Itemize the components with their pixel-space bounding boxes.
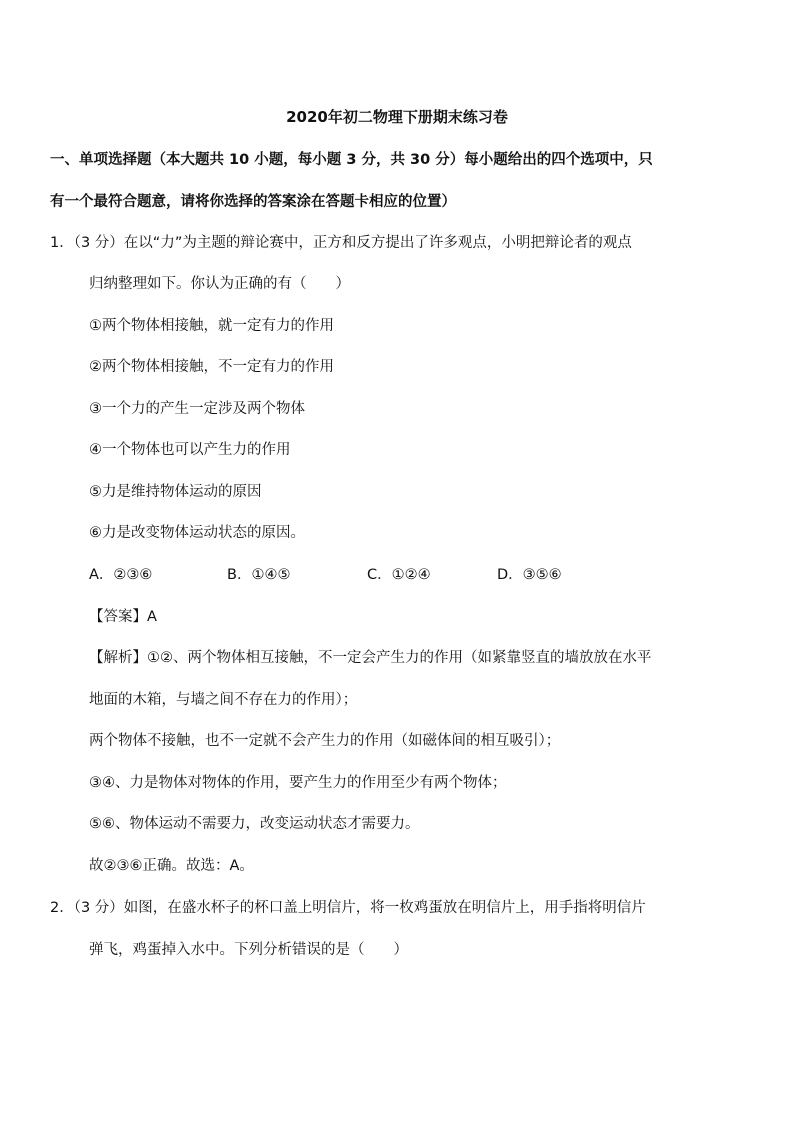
analysis-line-4: ③④、力是物体对物体的作用，要产生力的作用至少有两个物体； [89,775,507,791]
analysis-line-3: 两个物体不接触，也不一定就不会产生力的作用（如磁体间的相互吸引）； [89,733,561,749]
answer-options [0,565,794,585]
question-1-stem-line-1: 1．（3 分）在以“力”为主题的辩论赛中，正方和反方提出了许多观点，小明把辩论者的观点 [50,235,632,251]
analysis-line-2: 地面的木箱，与墙之间不存在力的作用）； [89,692,358,708]
statement-4: ④一个物体也可以产生力的作用 [89,442,291,458]
statement-6: ⑥力是改变物体运动状态的原因。 [89,525,305,541]
question-2-stem-line-2: 弹飞，鸡蛋掉入水中。下列分析错误的是（ ） [89,942,408,958]
option-c: C．①②④ [367,567,431,583]
statement-3: ③一个力的产生一定涉及两个物体 [89,401,305,417]
option-d: D．③⑤⑥ [497,567,562,583]
statement-5: ⑤力是维持物体运动的原因 [89,484,262,500]
statement-2: ②两个物体相接触，不一定有力的作用 [89,359,334,375]
option-a: A．②③⑥ [89,567,153,583]
analysis-line-1: 【解析】①②、两个物体相互接触，不一定会产生力的作用（如紧靠竖直的墙放放在水平 [89,650,652,666]
question-2-stem-line-1: 2．（3 分）如图，在盛水杯子的杯口盖上明信片，将一枚鸡蛋放在明信片上，用手指将明信片 [50,900,646,916]
answer-line: 【答案】A [89,609,157,625]
question-1-stem-line-2: 归纳整理如下。你认为正确的有（ ） [89,276,350,292]
analysis-line-5: ⑤⑥、物体运动不需要力，改变运动状态才需要力。 [89,816,420,832]
section-heading-line-1: 一、单项选择题（本大题共 10 小题，每小题 3 分，共 30 分）每小题给出的四个选项中，只 [50,152,653,168]
section-heading-line-2: 有一个最符合题意，请将你选择的答案涂在答题卡相应的位置） [50,194,456,210]
page-title: 2020年初二物理下册期末练习卷 [286,108,508,126]
statement-1: ①两个物体相接触，就一定有力的作用 [89,318,334,334]
option-b: B．①④⑤ [227,567,291,583]
analysis-line-6: 故②③⑥正确。故选：A。 [89,858,254,874]
